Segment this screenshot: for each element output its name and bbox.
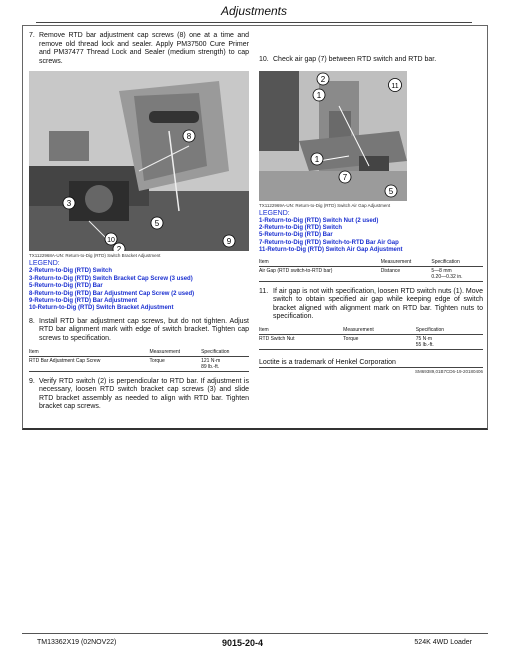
legend-item: 2-Return-to-Dig (RTD) Switch <box>259 225 342 231</box>
legend-item: 7-Return-to-Dig (RTD) Switch-to-RTD Bar Air Gap <box>259 239 399 246</box>
legend-item: 5-Return-to-Dig (RTD) Bar <box>259 232 333 239</box>
figure-caption: TX1122969A-UN: Return-to-Dig (RTD) Switch Air Gap Adjustment <box>259 202 391 208</box>
legend-block <box>259 209 483 255</box>
spec-metric: 121 N·m <box>201 357 221 364</box>
spec-table-air-gap <box>259 258 483 282</box>
table-header-row <box>29 348 249 357</box>
footer-page-number: 9015-20-4 <box>222 638 264 648</box>
step-number: 11. <box>259 287 269 295</box>
step-text: Check air gap (7) between RTD switch and RTD bar. <box>273 56 437 63</box>
callout-label: 8 <box>186 132 192 142</box>
step-8 <box>29 318 249 344</box>
document-id: SM69389,01B7CD6-19-20180406 <box>259 367 483 374</box>
page-title: Adjustments <box>220 4 288 18</box>
table-cell <box>431 266 483 281</box>
legend-item: 8-Return-to-Dig (RTD) Bar Adjustment Cap Screw (2 used) <box>29 290 195 297</box>
step-number: 10. <box>259 56 269 63</box>
callout-label: 5 <box>388 186 394 196</box>
left-column <box>29 32 249 412</box>
legend-item: 2-Return-to-Dig (RTD) Switch <box>29 268 112 275</box>
spec-imperial: 0.20—0.32 in. <box>431 273 463 280</box>
table-cell: Air Gap (RTD switch-to-RTD bar) <box>259 266 381 281</box>
table-cell: Distance <box>381 266 432 281</box>
step-11 <box>259 288 483 322</box>
callout-label: 9 <box>226 237 232 247</box>
table-header: Item <box>259 326 343 335</box>
table-cell: RTD Bar Adjustment Cap Screw <box>29 356 149 371</box>
page-footer <box>22 633 488 648</box>
spec-table-rtd-switch-nut <box>259 326 483 350</box>
figure-illustration <box>29 71 249 251</box>
figure-rtd-switch-bracket <box>29 71 249 251</box>
right-column <box>259 32 483 374</box>
figure-rtd-air-gap <box>259 71 407 201</box>
table-header-row <box>259 326 483 335</box>
step-7 <box>29 32 249 66</box>
spec-imperial: 55 lb.-ft. <box>415 342 434 348</box>
legend-item: 9-Return-to-Dig (RTD) Bar Adjustment <box>29 298 138 304</box>
callout-label: 1 <box>314 154 320 164</box>
table-row <box>259 335 483 350</box>
legend-item: 11-Return-to-Dig (RTD) Switch Air Gap Adjustment <box>259 247 403 254</box>
step-text: If air gap is not with specification, loosen RTD switch nuts (1). Move switch to obtain specified air gap while keeping edge of switch bracket aligned with alignment mark on RTD bar. Tighten nuts to specification. <box>273 287 483 321</box>
table-row <box>29 356 249 371</box>
callout-label: 2 <box>116 245 122 252</box>
callout-label: 3 <box>66 199 72 209</box>
callout-label: 2 <box>320 74 326 84</box>
legend-item: 10-Return-to-Dig (RTD) Switch Bracket Adjustment <box>29 305 174 312</box>
footer-machine-model: 524K 4WD Loader <box>414 639 472 646</box>
legend-block <box>29 259 249 312</box>
step-number: 9. <box>29 377 35 385</box>
spec-metric: 75 N·m <box>415 336 433 342</box>
table-header-row <box>259 258 483 267</box>
table-header: Item <box>259 258 381 267</box>
content-frame <box>22 25 488 430</box>
table-cell: RTD Switch Nut <box>259 335 343 350</box>
table-header: Specification <box>201 348 249 357</box>
table-header: Measurement <box>381 258 432 267</box>
step-number: 7. <box>29 32 35 39</box>
legend-item: 5-Return-to-Dig (RTD) Bar <box>29 283 103 290</box>
table-row <box>259 266 483 281</box>
step-text: Verify RTD switch (2) is perpendicular to RTD bar. If adjustment is necessary, loosen RTD switch bracket cap screws (3) and slide RTD bracket assembly as needed to align with RTD bar. Tighten bracket cap screws. <box>39 377 249 411</box>
table-header: Measurement <box>149 348 201 357</box>
footer-manual-id: TM13362X19 (02NOV22) <box>37 639 117 646</box>
table-header: Measurement <box>343 326 416 335</box>
callout-label: 1 <box>316 90 322 100</box>
table-cell <box>416 335 483 350</box>
step-10 <box>259 56 483 65</box>
legend-title: LEGEND: <box>259 209 290 217</box>
callout-label: 10 <box>107 237 115 245</box>
legend-item: 1-Return-to-Dig (RTD) Switch Nut (2 used) <box>259 217 379 224</box>
step-text: Remove RTD bar adjustment cap screws (8) one at a time and remove old thread lock and sealer. Apply PM37500 Cure Primer and PM37477 Thread Lock and Sealer (medium strength) to cap screws. <box>39 32 249 65</box>
callout-label: 7 <box>342 172 348 182</box>
table-cell: Torque <box>343 335 416 350</box>
legend-title: LEGEND: <box>29 260 60 268</box>
table-cell: Torque <box>149 356 201 371</box>
step-number: 8. <box>29 317 35 325</box>
figure-illustration <box>259 71 407 201</box>
page-header <box>36 0 472 23</box>
table-cell <box>201 356 249 371</box>
callout-label: 5 <box>154 219 160 229</box>
spec-imperial: 89 lb.-ft. <box>201 363 220 370</box>
table-header: Specification <box>431 258 483 267</box>
callout-label: 11 <box>391 82 399 90</box>
trademark-note: Loctite is a trademark of Henkel Corporation <box>259 359 396 366</box>
table-header: Specification <box>416 326 483 335</box>
step-9 <box>29 378 249 412</box>
step-text: Install RTD bar adjustment cap screws, but do not tighten. Adjust RTD bar alignment mark with edge of switch bracket. Tighten cap screws to specification. <box>39 317 249 342</box>
legend-item: 3-Return-to-Dig (RTD) Switch Bracket Cap Screw (3 used) <box>29 275 193 282</box>
spec-metric: 5—8 mm <box>431 267 452 274</box>
table-header: Item <box>29 348 149 357</box>
figure-caption: TX1122968A-UN: Return-to-Dig (RTD) Switch Bracket Adjustment <box>29 253 161 259</box>
spec-table-rtd-bar-cap-screw <box>29 348 249 372</box>
